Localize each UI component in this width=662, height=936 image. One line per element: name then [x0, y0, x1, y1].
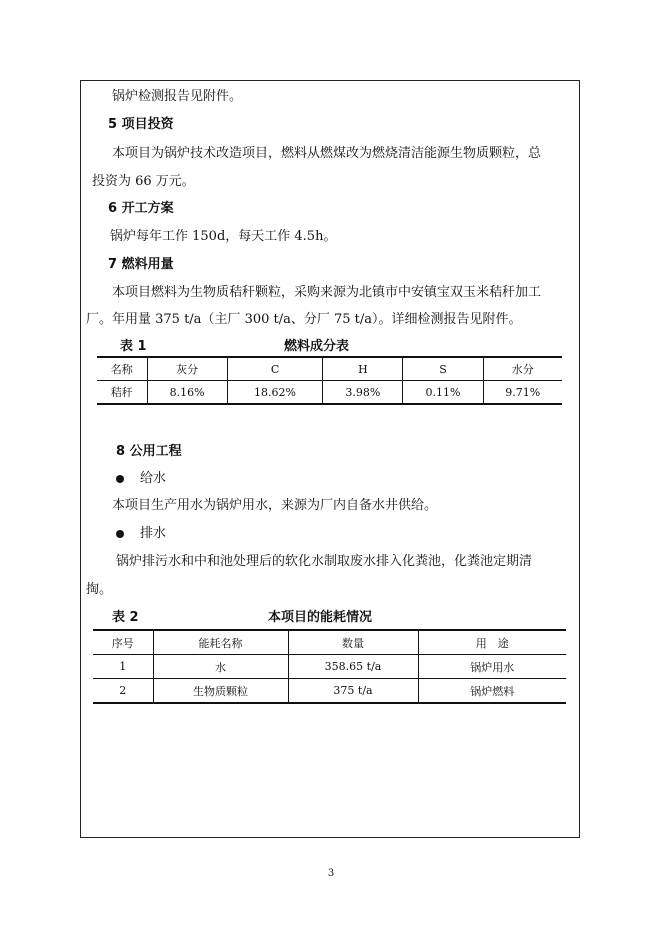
table-cell: 3.98%	[323, 381, 403, 405]
section-heading-5: 5 项目投资	[108, 117, 174, 132]
table-header-cell: 序号	[93, 630, 153, 655]
section-heading-6: 6 开工方案	[108, 201, 174, 216]
text-line: 掏。	[86, 582, 113, 597]
section-heading-7: 7 燃料用量	[108, 257, 174, 272]
table-cell: 18.62%	[227, 381, 323, 405]
table-cell: 生物质颗粒	[153, 679, 288, 704]
table-row	[93, 679, 566, 704]
table1-label: 表 1	[120, 339, 147, 354]
text-line: 锅炉排污水和中和池处理后的软化水制取废水排入化粪池，化粪池定期清	[116, 554, 533, 569]
fuel-composition-table	[97, 356, 562, 405]
text-line: 本项目燃料为生物质秸秆颗粒，采购来源为北镇市中安镇宝双玉米秸秆加工	[112, 285, 542, 300]
page-number: 3	[327, 868, 335, 879]
table-cell: 锅炉用水	[418, 655, 566, 679]
text-line: 厂。年用量 375 t/a（主厂 300 t/a、分厂 75 t/a）。详细检测报告见附件。	[86, 312, 522, 327]
table-cell: 水	[153, 655, 288, 679]
table2-label: 表 2	[112, 610, 139, 625]
table-cell: 8.16%	[147, 381, 227, 405]
bullet-text: 给水	[140, 471, 167, 486]
text-line: 本项目生产用水为锅炉用水，来源为厂内自备水井供给。	[112, 498, 438, 513]
text-line: 本项目为锅炉技术改造项目，燃料从燃煤改为燃烧清洁能源生物质颗粒，总	[112, 146, 542, 161]
energy-consumption-table	[93, 629, 566, 704]
table-cell: 358.65 t/a	[288, 655, 418, 679]
table-header-cell: S	[403, 357, 483, 381]
table1-title: 燃料成分表	[284, 339, 350, 354]
table-cell: 秸秆	[110, 386, 133, 399]
bullet-text: 排水	[140, 526, 167, 541]
table-header-cell: C	[227, 357, 323, 381]
bullet-icon	[116, 475, 124, 483]
table-cell: 0.11%	[403, 381, 483, 405]
text-line: 投资为 66 万元。	[92, 174, 195, 189]
table-row	[97, 381, 562, 405]
table-header-row	[97, 357, 562, 381]
table-header-cell: 名称	[97, 357, 147, 381]
section-heading-8: 8 公用工程	[116, 444, 182, 459]
text-line: 锅炉每年工作 150d，每天工作 4.5h。	[110, 229, 337, 244]
table-header-cell: 数量	[288, 630, 418, 655]
table-cell: 9.71%	[483, 381, 562, 405]
table-header-cell: 灰分	[147, 357, 227, 381]
bullet-icon	[116, 530, 124, 538]
table-header-cell: 能耗名称	[153, 630, 288, 655]
table-row	[93, 655, 566, 679]
table2-title: 本项目的能耗情况	[268, 610, 373, 625]
table-header-cell: 用 途	[418, 630, 566, 655]
table-header-cell: H	[323, 357, 403, 381]
table-cell: 375 t/a	[288, 679, 418, 704]
table-header-row	[93, 630, 566, 655]
text-line: 锅炉检测报告见附件。	[112, 89, 243, 104]
table-cell: 2	[93, 679, 153, 704]
table-header-cell: 水分	[483, 357, 562, 381]
table-cell: 1	[93, 655, 153, 679]
table-cell: 锅炉燃料	[418, 679, 566, 704]
